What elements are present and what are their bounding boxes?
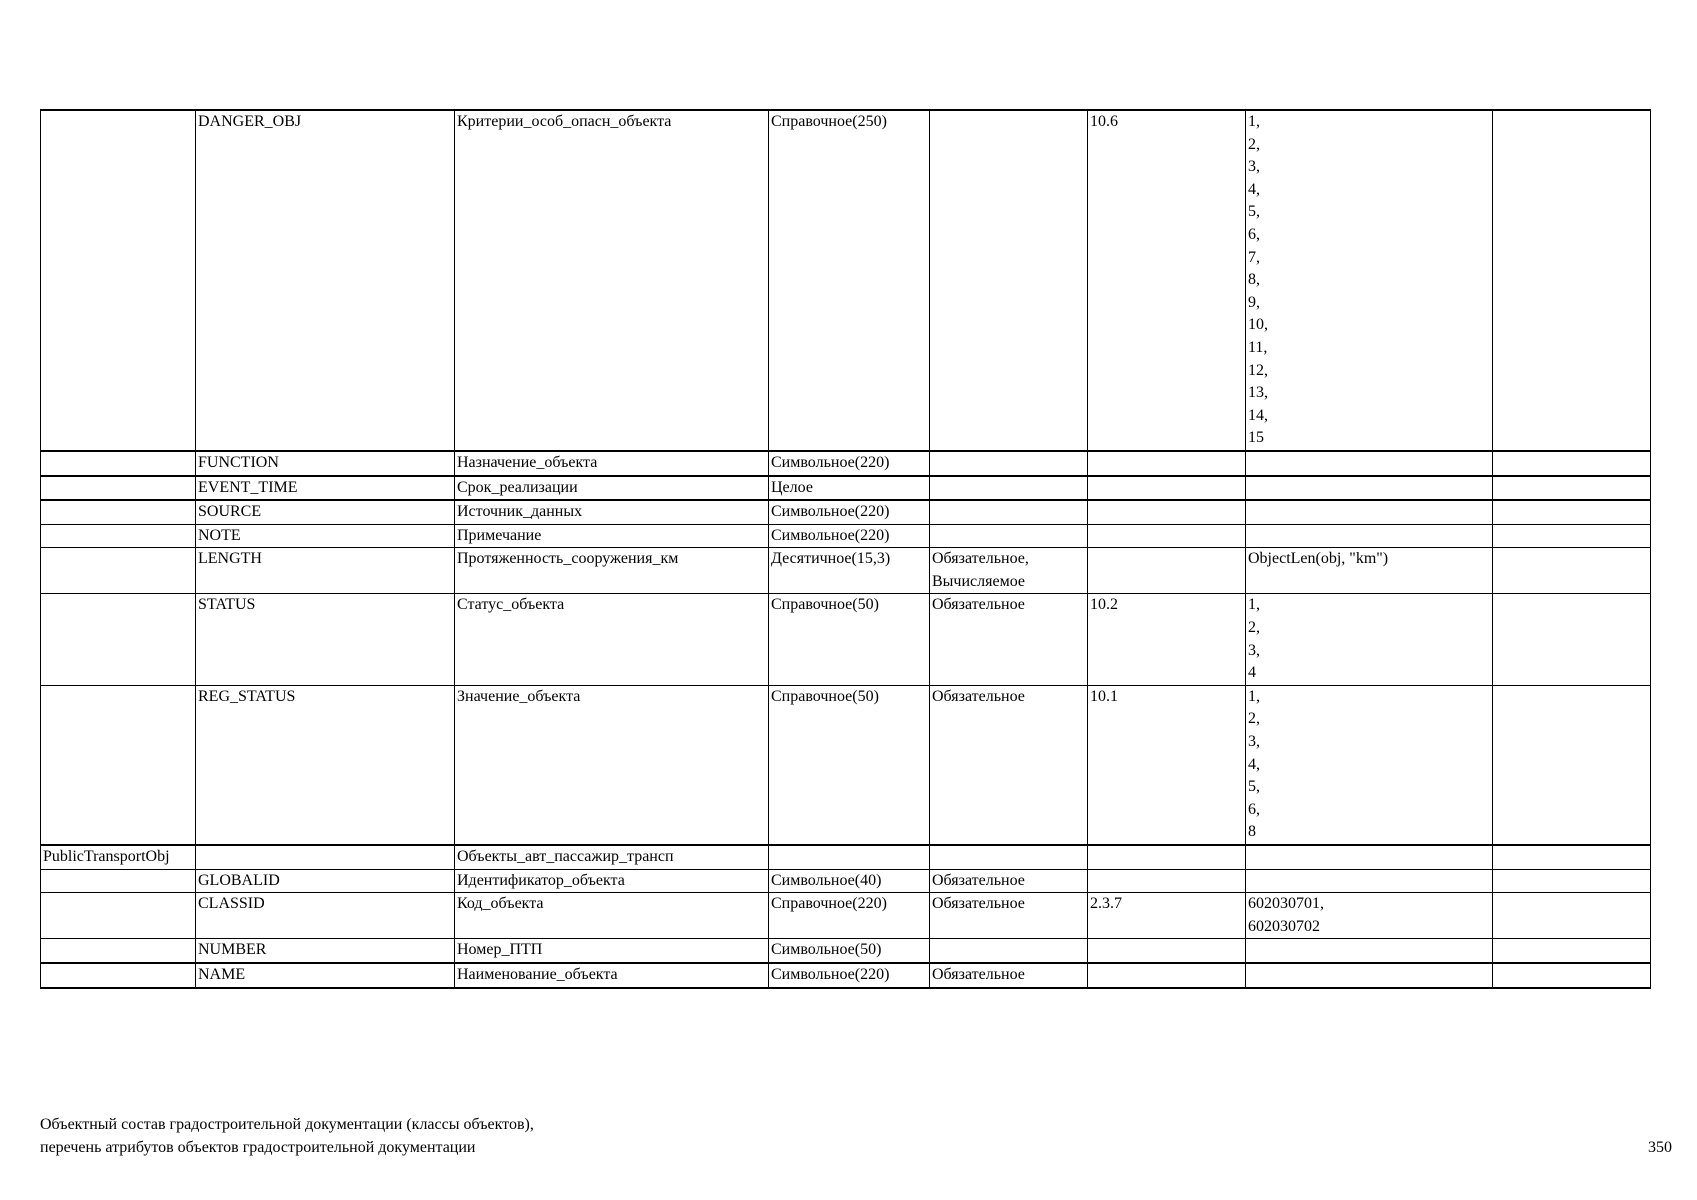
cell-line (932, 525, 1085, 548)
cell-line: Обязательное, (932, 550, 1029, 568)
table-row (41, 869, 1651, 893)
cell-line: 6, (1248, 800, 1260, 818)
cell-line: 2, (1248, 619, 1260, 637)
class-name-cell (41, 594, 196, 685)
values-cell (1246, 963, 1493, 988)
cell-line (1495, 964, 1648, 987)
table-row (41, 451, 1651, 476)
note-cell (1493, 963, 1651, 988)
attribute-code-cell (196, 869, 455, 893)
cell-line: 2, (1248, 710, 1260, 728)
table-row (41, 476, 1651, 501)
cell-line: ObjectLen(obj, "km") (1248, 550, 1389, 568)
cell-line (1495, 501, 1648, 524)
page-number: 350 (1648, 1139, 1672, 1156)
cell-line (932, 501, 1085, 524)
cell-line: 602030702 (1248, 917, 1320, 935)
requirement-cell (930, 594, 1088, 685)
class-name-cell (41, 524, 196, 548)
class-name-cell (41, 110, 196, 451)
reference-cell (1088, 548, 1246, 594)
class-name-cell (41, 869, 196, 893)
cell-line: CLASSID (198, 895, 265, 913)
cell-line: STATUS (198, 596, 256, 614)
note-cell (1493, 939, 1651, 963)
requirement-cell (930, 500, 1088, 524)
attribute-code-cell (196, 110, 455, 451)
table-row (41, 500, 1651, 524)
cell-line (43, 501, 193, 524)
cell-line (771, 846, 927, 869)
cell-line: 5, (1248, 778, 1260, 796)
cell-line (932, 939, 1085, 962)
cell-line: Обязательное (932, 596, 1025, 614)
cell-line (1090, 939, 1243, 962)
requirement-cell (930, 939, 1088, 963)
cell-line: Код_объекта (457, 895, 544, 913)
cell-line (1248, 452, 1490, 475)
attribute-name-cell (455, 594, 769, 685)
values-cell (1246, 893, 1493, 939)
cell-line (43, 525, 193, 548)
cell-line: SOURCE (198, 503, 262, 521)
requirement-cell (930, 110, 1088, 451)
reference-cell (1088, 939, 1246, 963)
attribute-name-cell (455, 500, 769, 524)
values-cell (1246, 524, 1493, 548)
reference-cell (1088, 594, 1246, 685)
note-cell (1493, 548, 1651, 594)
table-row (41, 939, 1651, 963)
table-row (41, 110, 1651, 451)
cell-line: Символьное(40) (771, 871, 882, 889)
cell-line (932, 477, 1085, 500)
cell-line (1248, 525, 1490, 548)
cell-line: Справочное(50) (771, 596, 879, 614)
cell-line (1090, 870, 1243, 893)
cell-line: 8 (1248, 823, 1256, 841)
attribute-code-cell (196, 500, 455, 524)
cell-line: Источник_данных (457, 503, 583, 521)
cell-line: Десятичное(15,3) (771, 550, 891, 568)
cell-line (932, 846, 1085, 869)
cell-line (43, 939, 193, 962)
cell-line (43, 686, 193, 709)
cell-line: 2.3.7 (1090, 895, 1122, 913)
cell-line (1495, 870, 1648, 893)
cell-line: Целое (771, 478, 813, 496)
attribute-name-cell (455, 869, 769, 893)
values-cell (1246, 845, 1493, 869)
note-cell (1493, 476, 1651, 501)
attribute-name-cell (455, 524, 769, 548)
cell-line: Обязательное (932, 687, 1025, 705)
table-body (41, 110, 1651, 988)
data-type-cell (769, 500, 930, 524)
cell-line: 6, (1248, 225, 1260, 243)
data-type-cell (769, 524, 930, 548)
reference-cell (1088, 963, 1246, 988)
class-name-cell (41, 893, 196, 939)
cell-line: Справочное(220) (771, 895, 887, 913)
requirement-cell (930, 869, 1088, 893)
values-cell (1246, 451, 1493, 476)
cell-line (198, 846, 452, 869)
attribute-code-cell (196, 963, 455, 988)
cell-line: Символьное(220) (771, 965, 890, 983)
values-cell (1246, 476, 1493, 501)
cell-line (43, 477, 193, 500)
cell-line (1090, 964, 1243, 987)
data-type-cell (769, 845, 930, 869)
cell-line: Обязательное (932, 895, 1025, 913)
class-name-cell (41, 476, 196, 501)
cell-line (1248, 501, 1490, 524)
requirement-cell (930, 685, 1088, 845)
data-type-cell (769, 451, 930, 476)
table-row (41, 963, 1651, 988)
attribute-name-cell (455, 939, 769, 963)
attribute-name-cell (455, 548, 769, 594)
cell-line: 11, (1248, 338, 1268, 356)
attribute-name-cell (455, 685, 769, 845)
values-cell (1246, 110, 1493, 451)
cell-line: Примечание (457, 526, 542, 544)
requirement-cell (930, 548, 1088, 594)
cell-line: Протяженность_сооружения_км (457, 550, 679, 568)
cell-line (43, 594, 193, 617)
cell-line: GLOBALID (198, 871, 280, 889)
requirement-cell (930, 476, 1088, 501)
cell-line: Символьное(220) (771, 503, 890, 521)
class-name-cell (41, 939, 196, 963)
cell-line (1495, 686, 1648, 709)
cell-line: Символьное(220) (771, 526, 890, 544)
cell-line: Срок_реализации (457, 478, 578, 496)
note-cell (1493, 500, 1651, 524)
data-type-cell (769, 594, 930, 685)
cell-line (43, 452, 193, 475)
attribute-code-cell (196, 476, 455, 501)
reference-cell (1088, 500, 1246, 524)
cell-line (1495, 452, 1648, 475)
cell-line: Обязательное (932, 871, 1025, 889)
attribute-code-cell (196, 594, 455, 685)
note-cell (1493, 451, 1651, 476)
cell-line: Значение_объекта (457, 687, 581, 705)
cell-line (43, 548, 193, 571)
cell-line: 4, (1248, 180, 1260, 198)
values-cell (1246, 939, 1493, 963)
attribute-code-cell (196, 548, 455, 594)
note-cell (1493, 524, 1651, 548)
cell-line: NUMBER (198, 941, 267, 959)
table-row (41, 524, 1651, 548)
table-row (41, 685, 1651, 845)
cell-line: NAME (198, 965, 246, 983)
values-cell (1246, 685, 1493, 845)
attributes-table (40, 109, 1651, 989)
note-cell (1493, 893, 1651, 939)
cell-line (43, 111, 193, 134)
note-cell (1493, 869, 1651, 893)
cell-line: LENGTH (198, 550, 262, 568)
data-type-cell (769, 869, 930, 893)
table-row (41, 548, 1651, 594)
cell-line: 13, (1248, 384, 1268, 402)
cell-line (1495, 477, 1648, 500)
cell-line: 3, (1248, 641, 1260, 659)
note-cell (1493, 845, 1651, 869)
cell-line: 12, (1248, 361, 1268, 379)
cell-line (43, 964, 193, 987)
cell-line (1495, 548, 1648, 571)
reference-cell (1088, 451, 1246, 476)
cell-line: 3, (1248, 158, 1260, 176)
cell-line (1495, 525, 1648, 548)
data-type-cell (769, 476, 930, 501)
data-type-cell (769, 893, 930, 939)
cell-line: 602030701, (1248, 895, 1324, 913)
cell-line: 10.1 (1090, 687, 1118, 705)
requirement-cell (930, 845, 1088, 869)
data-type-cell (769, 685, 930, 845)
footer-caption-line-2: перечень атрибутов объектов градостроительной документации (40, 1139, 476, 1156)
reference-cell (1088, 845, 1246, 869)
cell-line (1495, 893, 1648, 916)
requirement-cell (930, 963, 1088, 988)
cell-line: FUNCTION (198, 453, 279, 471)
data-type-cell (769, 548, 930, 594)
cell-line: Назначение_объекта (457, 453, 598, 471)
class-name-cell (41, 500, 196, 524)
cell-line: 10.6 (1090, 113, 1118, 130)
cell-line (1090, 477, 1243, 500)
cell-line (1090, 548, 1243, 571)
cell-line: 5, (1248, 203, 1260, 221)
attribute-code-cell (196, 524, 455, 548)
footer-caption-line-1: Объектный состав градостроительной документации (классы объектов), (40, 1116, 534, 1133)
cell-line: 1, (1248, 113, 1260, 130)
requirement-cell (930, 524, 1088, 548)
attribute-name-cell (455, 476, 769, 501)
data-type-cell (769, 939, 930, 963)
values-cell (1246, 869, 1493, 893)
attribute-name-cell (455, 845, 769, 869)
cell-line (1495, 111, 1648, 134)
class-name-cell (41, 845, 196, 869)
class-name-cell (41, 685, 196, 845)
values-cell (1246, 548, 1493, 594)
cell-line (1090, 525, 1243, 548)
attribute-code-cell (196, 939, 455, 963)
data-type-cell (769, 110, 930, 451)
class-name-cell (41, 451, 196, 476)
attribute-code-cell (196, 451, 455, 476)
reference-cell (1088, 869, 1246, 893)
note-cell (1493, 110, 1651, 451)
note-cell (1493, 685, 1651, 845)
cell-line: REG_STATUS (198, 687, 296, 705)
cell-line: 10, (1248, 316, 1268, 334)
attribute-code-cell (196, 845, 455, 869)
cell-line: EVENT_TIME (198, 478, 298, 496)
cell-line: 7, (1248, 248, 1260, 266)
cell-line: 8, (1248, 271, 1260, 289)
cell-line (1248, 477, 1490, 500)
cell-line (1090, 846, 1243, 869)
cell-line (1090, 501, 1243, 524)
cell-line: PublicTransportObj (43, 848, 170, 865)
cell-line (1090, 452, 1243, 475)
cell-line: Обязательное (932, 965, 1025, 983)
cell-line (1495, 846, 1648, 869)
cell-line: 3, (1248, 733, 1260, 751)
attribute-name-cell (455, 963, 769, 988)
cell-line: 15 (1248, 429, 1264, 447)
cell-line: 10.2 (1090, 596, 1118, 614)
cell-line (1495, 594, 1648, 617)
reference-cell (1088, 110, 1246, 451)
cell-line (932, 452, 1085, 475)
cell-line: Объекты_авт_пассажир_трансп (457, 848, 674, 865)
cell-line: 1, (1248, 687, 1260, 705)
cell-line (1248, 964, 1490, 987)
attribute-name-cell (455, 451, 769, 476)
cell-line: Номер_ПТП (457, 941, 543, 959)
cell-line: NOTE (198, 526, 241, 544)
cell-line: Критерии_особ_опасн_объекта (457, 113, 672, 130)
cell-line (1248, 870, 1490, 893)
cell-line: Статус_объекта (457, 596, 565, 614)
note-cell (1493, 594, 1651, 685)
cell-line: 1, (1248, 596, 1260, 614)
attribute-code-cell (196, 893, 455, 939)
cell-line: 9, (1248, 293, 1260, 311)
footer-caption (40, 1113, 534, 1159)
class-name-cell (41, 548, 196, 594)
attribute-name-cell (455, 110, 769, 451)
table-row (41, 845, 1651, 869)
cell-line: 4, (1248, 755, 1260, 773)
class-name-cell (41, 963, 196, 988)
attribute-code-cell (196, 685, 455, 845)
cell-line: Наименование_объекта (457, 965, 618, 983)
requirement-cell (930, 451, 1088, 476)
cell-line: Идентификатор_объекта (457, 871, 625, 889)
cell-line: 2, (1248, 135, 1260, 153)
cell-line (1248, 846, 1490, 869)
cell-line (43, 893, 193, 916)
reference-cell (1088, 476, 1246, 501)
reference-cell (1088, 524, 1246, 548)
cell-line (1248, 939, 1490, 962)
cell-line: Справочное(250) (771, 113, 887, 130)
table-row (41, 594, 1651, 685)
reference-cell (1088, 685, 1246, 845)
cell-line: Символьное(50) (771, 941, 882, 959)
cell-line: Вычисляемое (932, 572, 1025, 590)
attribute-name-cell (455, 893, 769, 939)
cell-line: 14, (1248, 406, 1268, 424)
cell-line (43, 870, 193, 893)
data-type-cell (769, 963, 930, 988)
reference-cell (1088, 893, 1246, 939)
values-cell (1246, 594, 1493, 685)
cell-line: DANGER_OBJ (198, 113, 302, 130)
cell-line: 4 (1248, 664, 1256, 682)
cell-line (1495, 939, 1648, 962)
cell-line: Справочное(50) (771, 687, 879, 705)
requirement-cell (930, 893, 1088, 939)
table-row (41, 893, 1651, 939)
cell-line (932, 111, 1085, 134)
cell-line: Символьное(220) (771, 453, 890, 471)
values-cell (1246, 500, 1493, 524)
